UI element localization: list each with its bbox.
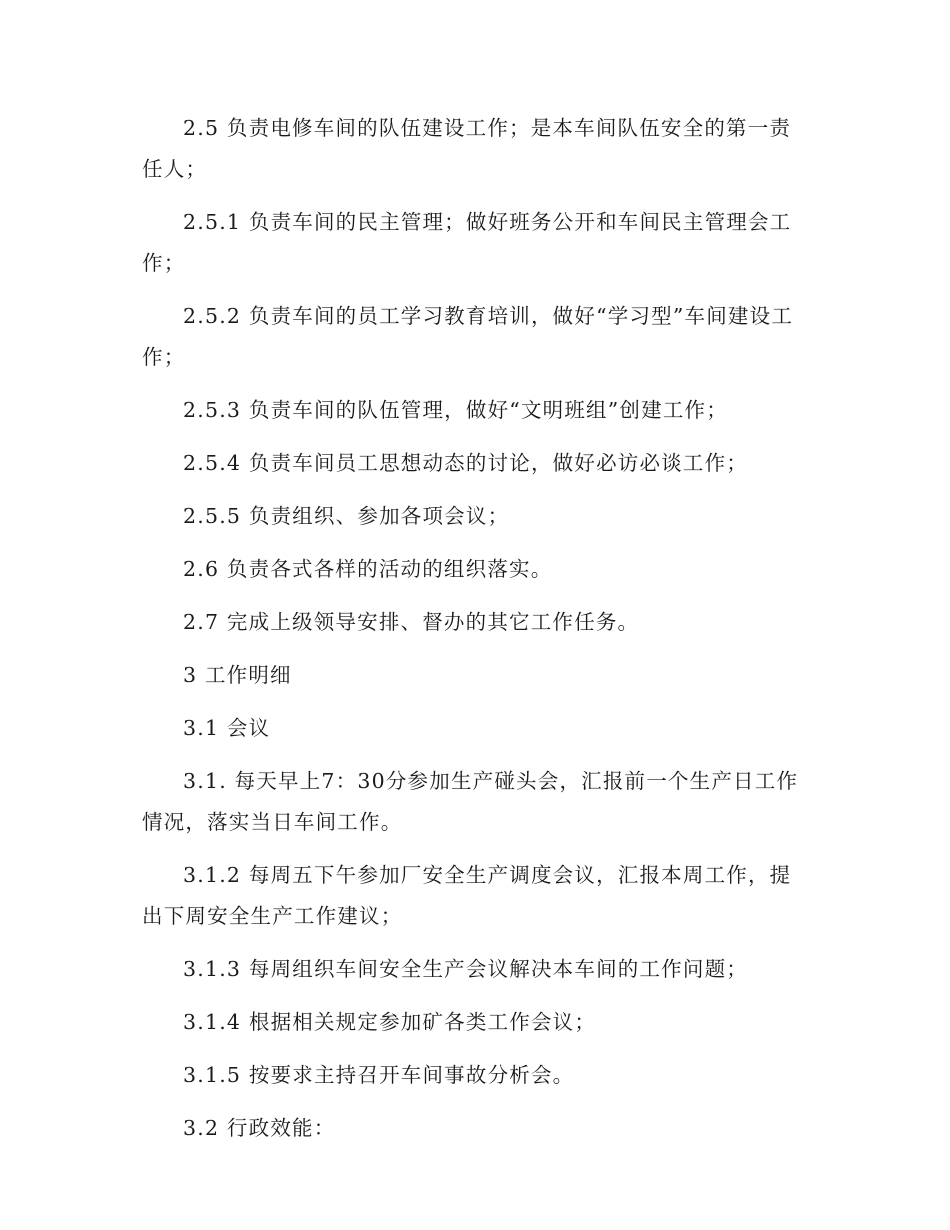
paragraph-3-1-1: 3.1. 每天早上7：30分参加生产碰头会，汇报前一个生产日工作情况，落实当日车间工作。 <box>142 769 799 834</box>
paragraph-2-5-3: 2.5.3 负责车间的队伍管理，做好“文明班组”创建工作； <box>183 398 728 422</box>
paragraph-2-7: 2.7 完成上级领导安排、督办的其它工作任务。 <box>183 610 640 634</box>
document-body <box>142 108 810 1161</box>
paragraph-3-1-3: 3.1.3 每周组织车间安全生产会议解决本车间的工作问题； <box>183 957 748 981</box>
paragraph-2-5: 2.5 负责电修车间的队伍建设工作；是本车间队伍安全的第一责任人； <box>142 116 792 181</box>
paragraph-3-1-2: 3.1.2 每周五下午参加厂安全生产调度会议，汇报本周工作，提出下周安全生产工作建议； <box>142 863 792 928</box>
heading-3: 3 工作明细 <box>183 663 292 687</box>
paragraph-2-5-1: 2.5.1 负责车间的民主管理；做好班务公开和车间民主管理会工作； <box>142 210 792 275</box>
paragraph-3-1-5: 3.1.5 按要求主持召开车间事故分析会。 <box>183 1063 575 1087</box>
heading-3-2: 3.2 行政效能： <box>183 1116 336 1140</box>
heading-3-1: 3.1 会议 <box>183 716 271 740</box>
paragraph-2-5-5: 2.5.5 负责组织、参加各项会议； <box>183 504 510 528</box>
paragraph-2-5-2: 2.5.2 负责车间的员工学习教育培训，做好“学习型”车间建设工作； <box>142 304 794 369</box>
paragraph-2-6: 2.6 负责各式各样的活动的组织落实。 <box>183 557 553 581</box>
paragraph-2-5-4: 2.5.4 负责车间员工思想动态的讨论，做好必访必谈工作； <box>183 451 748 475</box>
paragraph-3-1-4: 3.1.4 根据相关规定参加矿各类工作会议； <box>183 1010 597 1034</box>
